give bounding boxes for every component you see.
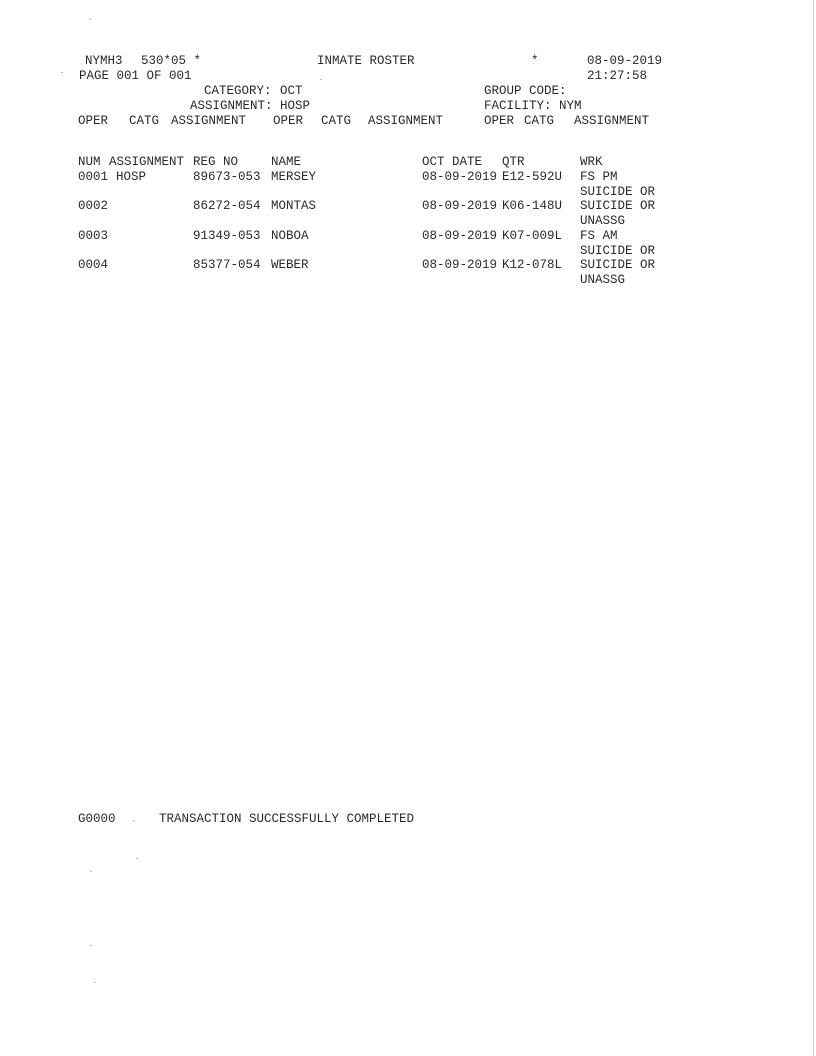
catg-col-3: CATG [524, 114, 555, 128]
assignment-col-2: ASSIGNMENT [368, 114, 444, 128]
row-3-qtr: K07-009L [502, 229, 563, 243]
col-assignment-header: ASSIGNMENT [109, 155, 185, 169]
scan-speck [90, 871, 92, 872]
catg-col-1: CATG [129, 114, 160, 128]
row-4-wrk: SUICIDE OR [580, 258, 656, 272]
facility-value: NYM [559, 99, 582, 113]
row-1-qtr: E12-592U [502, 170, 563, 184]
scan-speck [61, 72, 63, 73]
page-edge [813, 0, 814, 1056]
row-2-octdate: 08-09-2019 [422, 199, 498, 213]
row-2-wrk-prev: SUICIDE OR [580, 185, 656, 199]
row-4-wrk-prev: SUICIDE OR [580, 244, 656, 258]
row-3-wrk: FS AM [580, 229, 618, 243]
col-num-header: NUM [78, 155, 101, 169]
row-3-num: 0003 [78, 229, 109, 243]
group-code-label: GROUP CODE: [484, 84, 567, 98]
assignment-col-3: ASSIGNMENT [574, 114, 650, 128]
row-2-qtr: K06-148U [502, 199, 563, 213]
scan-speck [133, 820, 135, 821]
row-1-octdate: 08-09-2019 [422, 170, 498, 184]
row-3-octdate: 08-09-2019 [422, 229, 498, 243]
col-qtr-header: QTR [502, 155, 525, 169]
row-1-wrk: FS PM [580, 170, 618, 184]
row-3-name: NOBOA [271, 229, 309, 243]
assignment-value: HOSP [280, 99, 311, 113]
facility-label: FACILITY: [484, 99, 552, 113]
assignment-col-1: ASSIGNMENT [171, 114, 247, 128]
oper-col-1: OPER [78, 114, 109, 128]
row-4-qtr: K12-078L [502, 258, 563, 272]
scan-speck [89, 19, 91, 20]
scan-speck [320, 79, 322, 80]
report-time: 21:27:58 [587, 69, 648, 83]
catg-col-2: CATG [321, 114, 352, 128]
page-indicator: PAGE 001 OF 001 [79, 69, 192, 83]
row-4-name: WEBER [271, 258, 309, 272]
assignment-label: ASSIGNMENT: [190, 99, 273, 113]
col-name-header: NAME [271, 155, 302, 169]
scan-speck [136, 858, 138, 859]
report-date: 08-09-2019 [587, 54, 663, 68]
status-message: TRANSACTION SUCCESSFULLY COMPLETED [159, 812, 415, 826]
status-code: G0000 [78, 812, 116, 826]
report-code: 530*05 * [141, 54, 202, 68]
row-4-num: 0004 [78, 258, 109, 272]
row-2-num: 0002 [78, 199, 109, 213]
row-2-name: MONTAS [271, 199, 317, 213]
row-1-num: 0001 [78, 170, 109, 184]
col-octdate-header: OCT DATE [422, 155, 483, 169]
row-3-wrk-prev: UNASSG [580, 214, 626, 228]
row-3-regno: 91349-053 [193, 229, 261, 243]
row-2-wrk: SUICIDE OR [580, 199, 656, 213]
scan-speck [90, 945, 92, 946]
category-label: CATEGORY: [204, 84, 272, 98]
row-4-regno: 85377-054 [193, 258, 261, 272]
terminal-id: NYMH3 [85, 54, 123, 68]
oper-col-2: OPER [273, 114, 304, 128]
col-wrk-header: WRK [580, 155, 603, 169]
header-star: * [531, 54, 539, 68]
row-1-assignment: HOSP [116, 170, 147, 184]
scan-speck [94, 982, 96, 983]
row-4-wrk-trailing: UNASSG [580, 273, 626, 287]
row-1-regno: 89673-053 [193, 170, 261, 184]
col-regno-header: REG NO [193, 155, 239, 169]
report-title: INMATE ROSTER [317, 54, 415, 68]
oper-col-3: OPER [484, 114, 515, 128]
row-1-name: MERSEY [271, 170, 317, 184]
category-value: OCT [280, 84, 303, 98]
row-4-octdate: 08-09-2019 [422, 258, 498, 272]
row-2-regno: 86272-054 [193, 199, 261, 213]
